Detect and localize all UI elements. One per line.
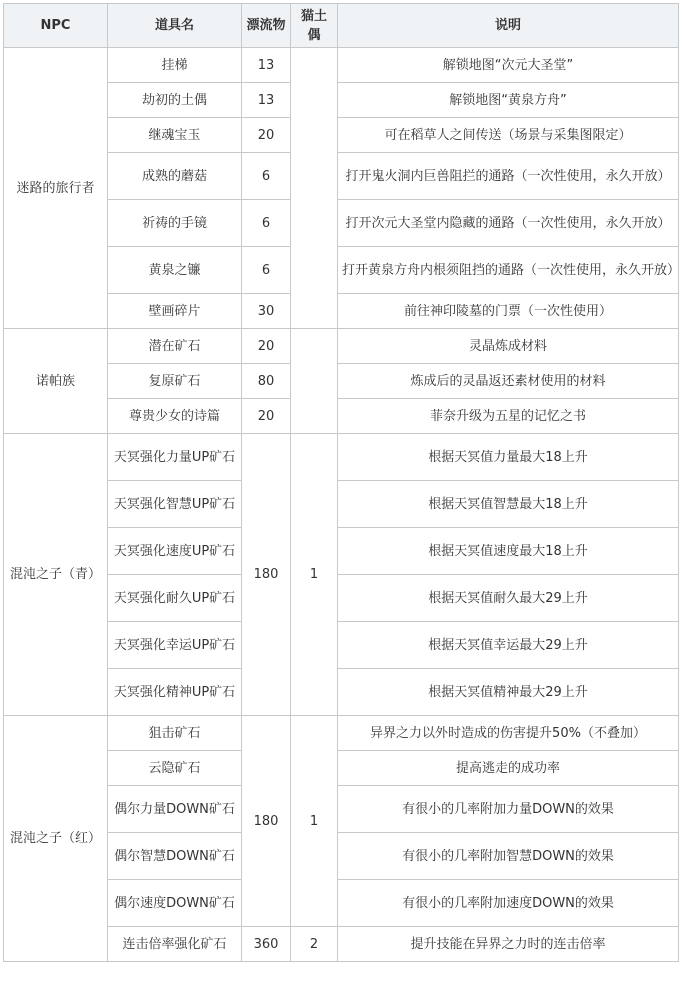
npc-cell: 诺帕族 bbox=[4, 329, 108, 434]
header-description: 说明 bbox=[338, 4, 679, 48]
item-table bbox=[3, 3, 679, 962]
description-cell: 解锁地图“黄泉方舟” bbox=[338, 83, 679, 118]
drift-cell: 6 bbox=[242, 153, 291, 200]
item-name-cell: 天冥强化精神UP矿石 bbox=[108, 669, 242, 716]
item-name-cell: 天冥强化耐久UP矿石 bbox=[108, 575, 242, 622]
description-cell: 根据天冥值幸运最大29上升 bbox=[338, 622, 679, 669]
item-name-cell: 黄泉之镰 bbox=[108, 247, 242, 294]
drift-cell: 20 bbox=[242, 329, 291, 364]
npc-cell: 混沌之子（青） bbox=[4, 434, 108, 716]
item-name-cell: 挂梯 bbox=[108, 48, 242, 83]
description-cell: 根据天冥值智慧最大18上升 bbox=[338, 481, 679, 528]
item-name-cell: 偶尔力量DOWN矿石 bbox=[108, 786, 242, 833]
cat-doll-cell bbox=[291, 329, 338, 434]
header-drift: 漂流物 bbox=[242, 4, 291, 48]
description-cell: 有很小的几率附加智慧DOWN的效果 bbox=[338, 833, 679, 880]
drift-cell: 6 bbox=[242, 200, 291, 247]
description-cell: 根据天冥值力量最大18上升 bbox=[338, 434, 679, 481]
item-name-cell: 尊贵少女的诗篇 bbox=[108, 399, 242, 434]
description-cell: 菲奈升级为五星的记忆之书 bbox=[338, 399, 679, 434]
description-cell: 根据天冥值速度最大18上升 bbox=[338, 528, 679, 575]
item-name-cell: 云隐矿石 bbox=[108, 751, 242, 786]
table-row bbox=[4, 716, 679, 751]
item-name-cell: 天冥强化力量UP矿石 bbox=[108, 434, 242, 481]
item-name-cell: 狙击矿石 bbox=[108, 716, 242, 751]
description-cell: 灵晶炼成材料 bbox=[338, 329, 679, 364]
table-body bbox=[4, 48, 679, 962]
drift-cell: 180 bbox=[242, 434, 291, 716]
item-name-cell: 偶尔速度DOWN矿石 bbox=[108, 880, 242, 927]
drift-cell: 20 bbox=[242, 399, 291, 434]
description-cell: 根据天冥值精神最大29上升 bbox=[338, 669, 679, 716]
item-name-cell: 复原矿石 bbox=[108, 364, 242, 399]
item-name-cell: 天冥强化幸运UP矿石 bbox=[108, 622, 242, 669]
cat-doll-cell: 1 bbox=[291, 716, 338, 927]
description-cell: 打开鬼火洞内巨兽阻拦的通路（一次性使用，永久开放） bbox=[338, 153, 679, 200]
description-cell: 前往神印陵墓的门票（一次性使用） bbox=[338, 294, 679, 329]
drift-cell: 6 bbox=[242, 247, 291, 294]
description-cell: 有很小的几率附加速度DOWN的效果 bbox=[338, 880, 679, 927]
drift-cell: 13 bbox=[242, 48, 291, 83]
drift-cell: 30 bbox=[242, 294, 291, 329]
description-cell: 根据天冥值耐久最大29上升 bbox=[338, 575, 679, 622]
description-cell: 可在稻草人之间传送（场景与采集图限定） bbox=[338, 118, 679, 153]
drift-cell: 20 bbox=[242, 118, 291, 153]
item-name-cell: 潜在矿石 bbox=[108, 329, 242, 364]
cat-doll-cell: 2 bbox=[291, 927, 338, 962]
item-name-cell: 劫初的土偶 bbox=[108, 83, 242, 118]
drift-cell: 80 bbox=[242, 364, 291, 399]
item-name-cell: 连击倍率强化矿石 bbox=[108, 927, 242, 962]
description-cell: 炼成后的灵晶返还素材使用的材料 bbox=[338, 364, 679, 399]
cat-doll-cell: 1 bbox=[291, 434, 338, 716]
item-name-cell: 天冥强化智慧UP矿石 bbox=[108, 481, 242, 528]
item-name-cell: 继魂宝玉 bbox=[108, 118, 242, 153]
table-row bbox=[4, 329, 679, 364]
description-cell: 打开黄泉方舟内根须阻挡的通路（一次性使用，永久开放） bbox=[338, 247, 679, 294]
description-cell: 异界之力以外时造成的伤害提升50%（不叠加） bbox=[338, 716, 679, 751]
npc-cell: 迷路的旅行者 bbox=[4, 48, 108, 329]
header-cat-doll: 猫土偶 bbox=[291, 4, 338, 48]
table-row bbox=[4, 48, 679, 83]
table-row bbox=[4, 434, 679, 481]
description-cell: 有很小的几率附加力量DOWN的效果 bbox=[338, 786, 679, 833]
item-name-cell: 天冥强化速度UP矿石 bbox=[108, 528, 242, 575]
item-name-cell: 成熟的蘑菇 bbox=[108, 153, 242, 200]
item-name-cell: 祈祷的手镜 bbox=[108, 200, 242, 247]
drift-cell: 180 bbox=[242, 716, 291, 927]
description-cell: 打开次元大圣堂内隐藏的通路（一次性使用，永久开放） bbox=[338, 200, 679, 247]
description-cell: 提升技能在异界之力时的连击倍率 bbox=[338, 927, 679, 962]
drift-cell: 360 bbox=[242, 927, 291, 962]
header-npc: NPC bbox=[4, 4, 108, 48]
cat-doll-cell bbox=[291, 48, 338, 329]
npc-cell: 混沌之子（红） bbox=[4, 716, 108, 962]
header-row bbox=[4, 4, 679, 48]
item-name-cell: 壁画碎片 bbox=[108, 294, 242, 329]
description-cell: 解锁地图“次元大圣堂” bbox=[338, 48, 679, 83]
item-name-cell: 偶尔智慧DOWN矿石 bbox=[108, 833, 242, 880]
header-item-name: 道具名 bbox=[108, 4, 242, 48]
drift-cell: 13 bbox=[242, 83, 291, 118]
description-cell: 提高逃走的成功率 bbox=[338, 751, 679, 786]
